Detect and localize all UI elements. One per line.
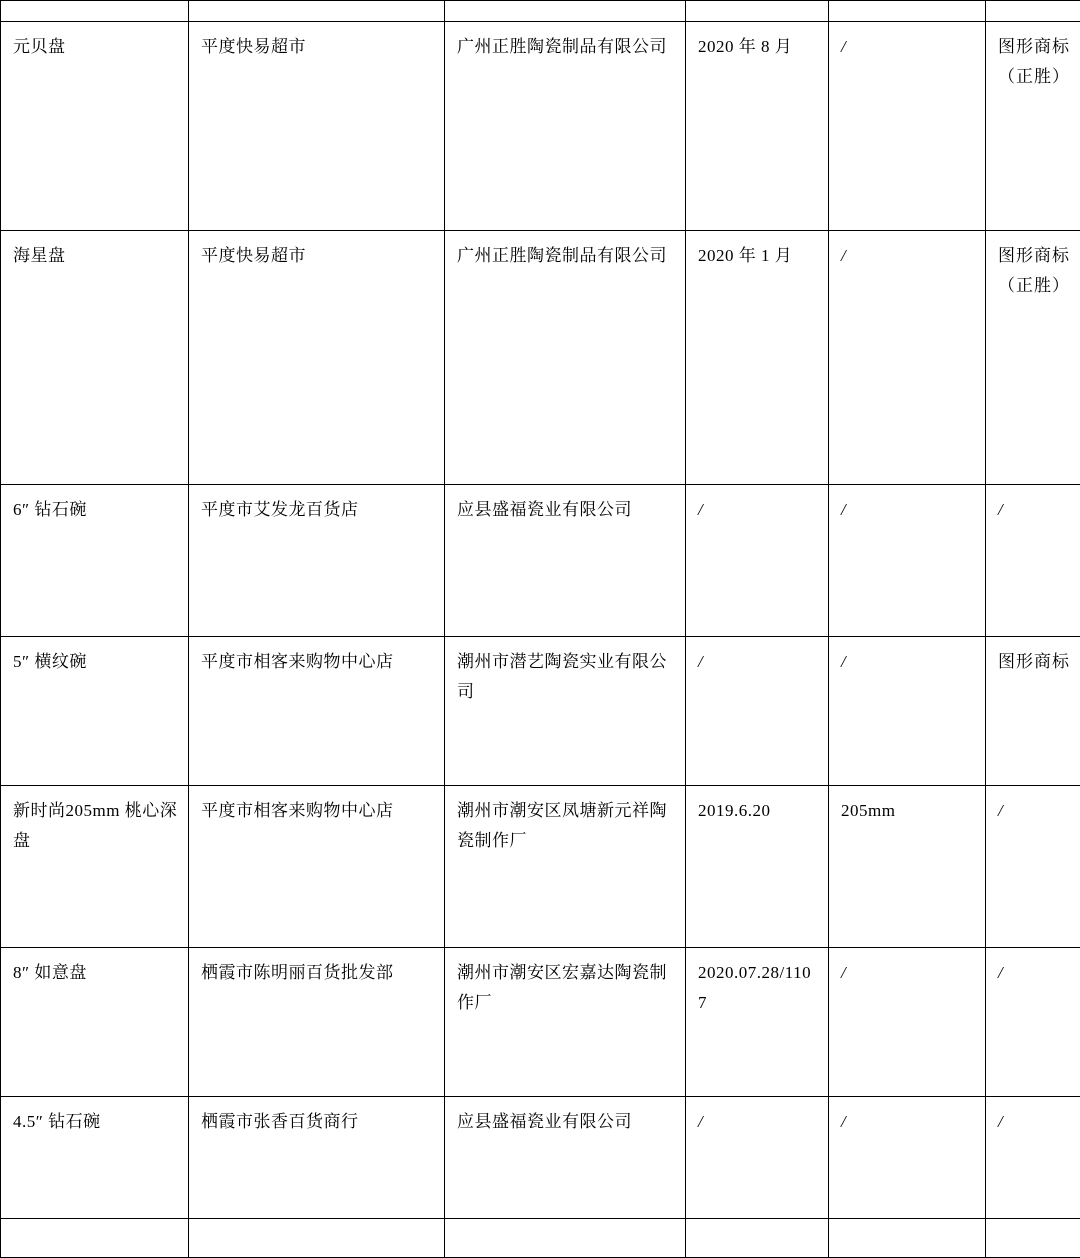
- cell-partial: [829, 1219, 986, 1258]
- manufacturer-text: 应县盛福瓷业有限公司: [457, 495, 677, 525]
- cell-seller: [189, 948, 445, 1097]
- cell-partial: [829, 1, 986, 22]
- cell-partial: [445, 1219, 686, 1258]
- cell-spec: [829, 231, 986, 485]
- table-row-partial-top: [1, 1, 1080, 22]
- trademark-text: 图形商标（正胜）: [998, 32, 1072, 92]
- seller-text: 平度快易超市: [201, 32, 436, 62]
- cell-manufacturer: [445, 786, 686, 948]
- table-row: [1, 231, 1080, 485]
- date-text: 2020.07.28/1107: [698, 958, 820, 1018]
- date-text: 2020 年 8 月: [698, 32, 820, 62]
- cell-partial: [686, 1219, 829, 1258]
- seller-text: 栖霞市张香百货商行: [201, 1107, 436, 1137]
- date-text: 2019.6.20: [698, 796, 820, 826]
- cell-partial: [189, 1, 445, 22]
- cell-spec: [829, 1097, 986, 1219]
- cell-trademark: [986, 485, 1080, 637]
- cell-product-name: [1, 1097, 189, 1219]
- cell-date: [686, 485, 829, 637]
- trademark-text: /: [998, 495, 1072, 525]
- cell-manufacturer: [445, 948, 686, 1097]
- table-row-partial-bottom: [1, 1219, 1080, 1258]
- trademark-text: 图形商标: [998, 647, 1072, 677]
- date-text: /: [698, 1107, 820, 1137]
- cell-product-name: [1, 22, 189, 231]
- spec-text: 205mm: [841, 796, 977, 826]
- seller-text: 平度快易超市: [201, 241, 436, 271]
- cell-partial: [986, 1, 1080, 22]
- product-name-text: 元贝盘: [13, 32, 180, 62]
- cell-product-name: [1, 231, 189, 485]
- cell-trademark: [986, 786, 1080, 948]
- manufacturer-text: 广州正胜陶瓷制品有限公司: [457, 32, 677, 62]
- cell-partial: [986, 1219, 1080, 1258]
- cell-manufacturer: [445, 485, 686, 637]
- cell-manufacturer: [445, 231, 686, 485]
- cell-trademark: [986, 22, 1080, 231]
- cell-trademark: [986, 231, 1080, 485]
- manufacturer-text: 应县盛福瓷业有限公司: [457, 1107, 677, 1137]
- spec-text: /: [841, 647, 977, 677]
- cell-partial: [445, 1, 686, 22]
- table-row: [1, 786, 1080, 948]
- cell-date: [686, 22, 829, 231]
- cell-date: [686, 948, 829, 1097]
- manufacturer-text: 潮州市潜艺陶瓷实业有限公司: [457, 647, 677, 707]
- cell-date: [686, 637, 829, 786]
- table-row: [1, 22, 1080, 231]
- product-name-text: 8″ 如意盘: [13, 958, 180, 988]
- cell-seller: [189, 485, 445, 637]
- trademark-text: /: [998, 1107, 1072, 1137]
- cell-seller: [189, 786, 445, 948]
- cell-spec: [829, 786, 986, 948]
- cell-date: [686, 231, 829, 485]
- cell-date: [686, 1097, 829, 1219]
- cell-trademark: [986, 1097, 1080, 1219]
- product-name-text: 4.5″ 钻石碗: [13, 1107, 180, 1137]
- table-row: [1, 637, 1080, 786]
- spec-text: /: [841, 1107, 977, 1137]
- trademark-text: /: [998, 796, 1072, 826]
- product-name-text: 海星盘: [13, 241, 180, 271]
- cell-partial: [189, 1219, 445, 1258]
- cell-product-name: [1, 948, 189, 1097]
- spec-text: /: [841, 958, 977, 988]
- seller-text: 平度市相客来购物中心店: [201, 796, 436, 826]
- trademark-text: /: [998, 958, 1072, 988]
- manufacturer-text: 广州正胜陶瓷制品有限公司: [457, 241, 677, 271]
- trademark-text: 图形商标（正胜）: [998, 241, 1072, 301]
- table-row: [1, 1097, 1080, 1219]
- manufacturer-text: 潮州市潮安区凤塘新元祥陶瓷制作厂: [457, 796, 677, 856]
- date-text: 2020 年 1 月: [698, 241, 820, 271]
- product-name-text: 新时尚205mm 桃心深盘: [13, 796, 180, 856]
- table-row: [1, 485, 1080, 637]
- spec-text: /: [841, 32, 977, 62]
- seller-text: 栖霞市陈明丽百货批发部: [201, 958, 436, 988]
- cell-manufacturer: [445, 1097, 686, 1219]
- cell-product-name: [1, 637, 189, 786]
- manufacturer-text: 潮州市潮安区宏嘉达陶瓷制作厂: [457, 958, 677, 1018]
- cell-seller: [189, 1097, 445, 1219]
- seller-text: 平度市相客来购物中心店: [201, 647, 436, 677]
- cell-spec: [829, 485, 986, 637]
- product-name-text: 6″ 钻石碗: [13, 495, 180, 525]
- table-row: [1, 948, 1080, 1097]
- cell-spec: [829, 637, 986, 786]
- cell-seller: [189, 231, 445, 485]
- cell-spec: [829, 948, 986, 1097]
- cell-seller: [189, 22, 445, 231]
- cell-trademark: [986, 948, 1080, 1097]
- cell-partial: [1, 1, 189, 22]
- seller-text: 平度市艾发龙百货店: [201, 495, 436, 525]
- spec-text: /: [841, 495, 977, 525]
- cell-trademark: [986, 637, 1080, 786]
- cell-partial: [686, 1, 829, 22]
- cell-product-name: [1, 485, 189, 637]
- cell-seller: [189, 637, 445, 786]
- cell-product-name: [1, 786, 189, 948]
- cell-manufacturer: [445, 22, 686, 231]
- cell-partial: [1, 1219, 189, 1258]
- spec-text: /: [841, 241, 977, 271]
- product-name-text: 5″ 横纹碗: [13, 647, 180, 677]
- cell-manufacturer: [445, 637, 686, 786]
- date-text: /: [698, 647, 820, 677]
- cell-date: [686, 786, 829, 948]
- cell-spec: [829, 22, 986, 231]
- date-text: /: [698, 495, 820, 525]
